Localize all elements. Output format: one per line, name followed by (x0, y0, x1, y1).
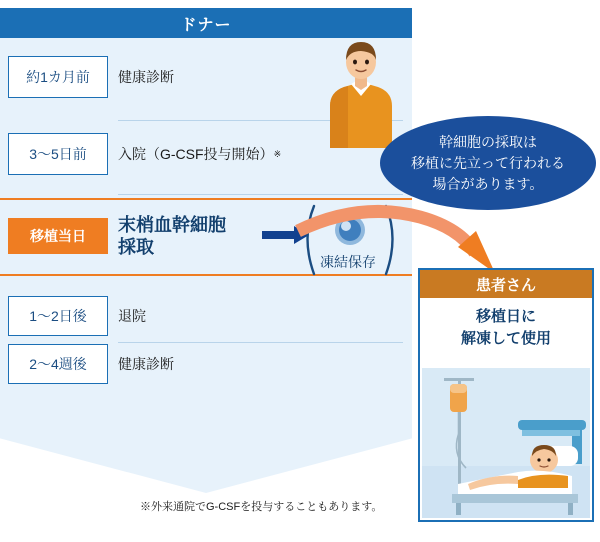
donor-row-time-0: 約1カ月前 (8, 56, 108, 98)
donor-person-icon (318, 40, 404, 150)
donor-row-time-2: 移植当日 (8, 218, 108, 254)
donor-row-text-2-line2: 採取 (118, 237, 154, 257)
donor-row-time-4: 2〜4週後 (8, 344, 108, 384)
patient-instruction-line-1: 移植日に (475, 308, 536, 325)
donor-row-text-0: 健康診断 (118, 69, 174, 85)
donor-row-text-2-line1: 末梢血幹細胞 (118, 214, 226, 235)
donor-row-text-1-main: 入院（G-CSF投与開始） (118, 146, 274, 162)
donor-row-text-3: 退院 (118, 308, 146, 324)
donor-row-time-1: 3〜5日前 (8, 133, 108, 175)
patient-instruction-line-2: 解凍して使用 (460, 329, 551, 347)
callout-line-2: 移植に先立って行われる (411, 154, 565, 171)
divider-3 (118, 342, 403, 343)
patient-header: 患者さん (420, 270, 592, 298)
footnote: ※外来通院でG-CSFを投与することもあります。 (140, 501, 383, 513)
donor-row-text-1 (118, 133, 281, 175)
patient-panel (418, 268, 594, 522)
donor-row-text-2 (118, 204, 226, 268)
donor-row-note-1: ※ (273, 148, 282, 159)
callout-line-1: 幹細胞の採取は (439, 133, 537, 150)
callout-line-3: 場合があります。 (432, 175, 544, 192)
patient-bed-icon (422, 368, 590, 518)
freeze-storage-label: 凍結保存 (320, 254, 376, 270)
donor-header: ドナー (0, 8, 412, 38)
donor-row-time-3: 1〜2日後 (8, 296, 108, 336)
donor-row-text-4: 健康診断 (118, 356, 174, 372)
patient-instruction (420, 306, 592, 350)
